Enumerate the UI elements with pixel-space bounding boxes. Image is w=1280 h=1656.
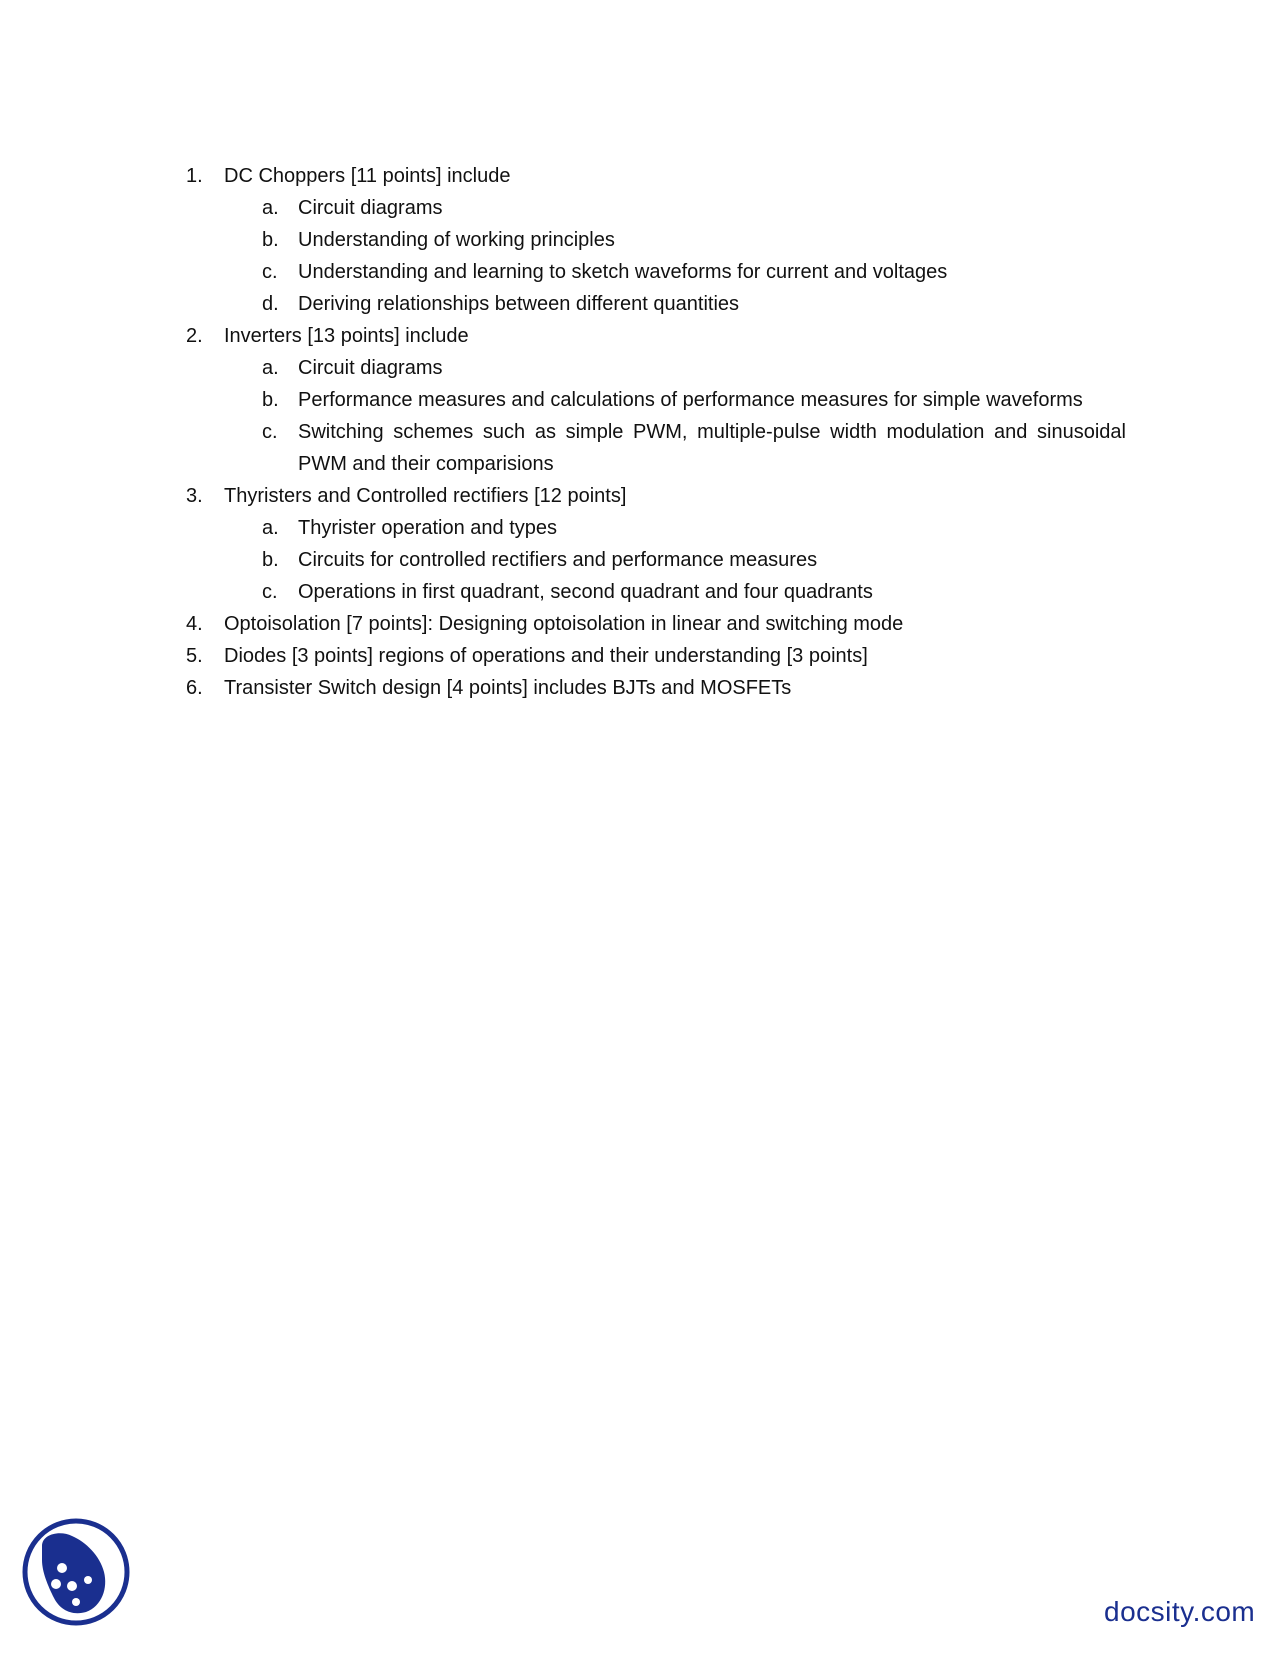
list-text: Thyristers and Controlled rectifiers [12 points] [224, 485, 627, 507]
list-item-4 [186, 608, 1126, 640]
sublist-3 [262, 512, 1126, 608]
list-number: 1. [186, 165, 203, 187]
sublist-1 [262, 192, 1126, 320]
list-text: Optoisolation [7 points]: Designing optoisolation in linear and switching mode [224, 613, 904, 635]
list-number: 3. [186, 485, 203, 507]
sublist-item [262, 224, 1126, 256]
sublist-text: Circuit diagrams [298, 197, 443, 219]
list-item-1 [186, 160, 1126, 192]
sublist-text: Circuit diagrams [298, 357, 443, 379]
list-number: 4. [186, 613, 203, 635]
sublist-item [262, 352, 1126, 384]
sublist-item [262, 192, 1126, 224]
list-number: 5. [186, 645, 203, 667]
document-body [186, 160, 1126, 704]
docsity-logo-icon [20, 1516, 132, 1628]
sublist-item [262, 256, 1126, 288]
sublist-text: Circuits for controlled rectifiers and performance measures [298, 549, 818, 571]
list-text: Transister Switch design [4 points] includes BJTs and MOSFETs [224, 677, 792, 699]
list-item-5 [186, 640, 1126, 672]
list-item-6 [186, 672, 1126, 704]
sublist-item [262, 576, 1126, 608]
sublist-letter: a. [262, 357, 279, 379]
sublist-2 [262, 352, 1126, 480]
sublist-letter: a. [262, 517, 279, 539]
docsity-brand-link[interactable]: docsity.com [1104, 1596, 1256, 1627]
sublist-letter: b. [262, 549, 279, 571]
sublist-letter: c. [262, 261, 278, 283]
list-text: DC Choppers [11 points] include [224, 165, 511, 187]
sublist-item [262, 416, 1126, 480]
list-number: 2. [186, 325, 203, 347]
list-number: 6. [186, 677, 203, 699]
list-text: Inverters [13 points] include [224, 325, 469, 347]
sublist-text: Deriving relationships between different quantities [298, 293, 740, 315]
sublist-text: Understanding and learning to sketch waveforms for current and voltages [298, 261, 948, 283]
sublist-item [262, 544, 1126, 576]
sublist-letter: b. [262, 389, 279, 411]
sublist-letter: d. [262, 293, 279, 315]
sublist-text: Performance measures and calculations of performance measures for simple waveforms [298, 389, 1083, 411]
sublist-item [262, 512, 1126, 544]
sublist-text: Operations in first quadrant, second quadrant and four quadrants [298, 581, 873, 603]
sublist-letter: b. [262, 229, 279, 251]
sublist-letter: c. [262, 581, 278, 603]
list-item-2 [186, 320, 1126, 352]
sublist-item [262, 384, 1126, 416]
list-item-3 [186, 480, 1126, 512]
sublist-text: Thyrister operation and types [298, 517, 558, 539]
sublist-letter: c. [262, 421, 278, 443]
sublist-letter: a. [262, 197, 279, 219]
sublist-text: Switching schemes such as simple PWM, multiple-pulse width modulation and sinusoidal PWM and their comparisions [298, 421, 1126, 475]
sublist-text: Understanding of working principles [298, 229, 615, 251]
sublist-item [262, 288, 1126, 320]
list-text: Diodes [3 points] regions of operations and their understanding [3 points] [224, 645, 868, 667]
